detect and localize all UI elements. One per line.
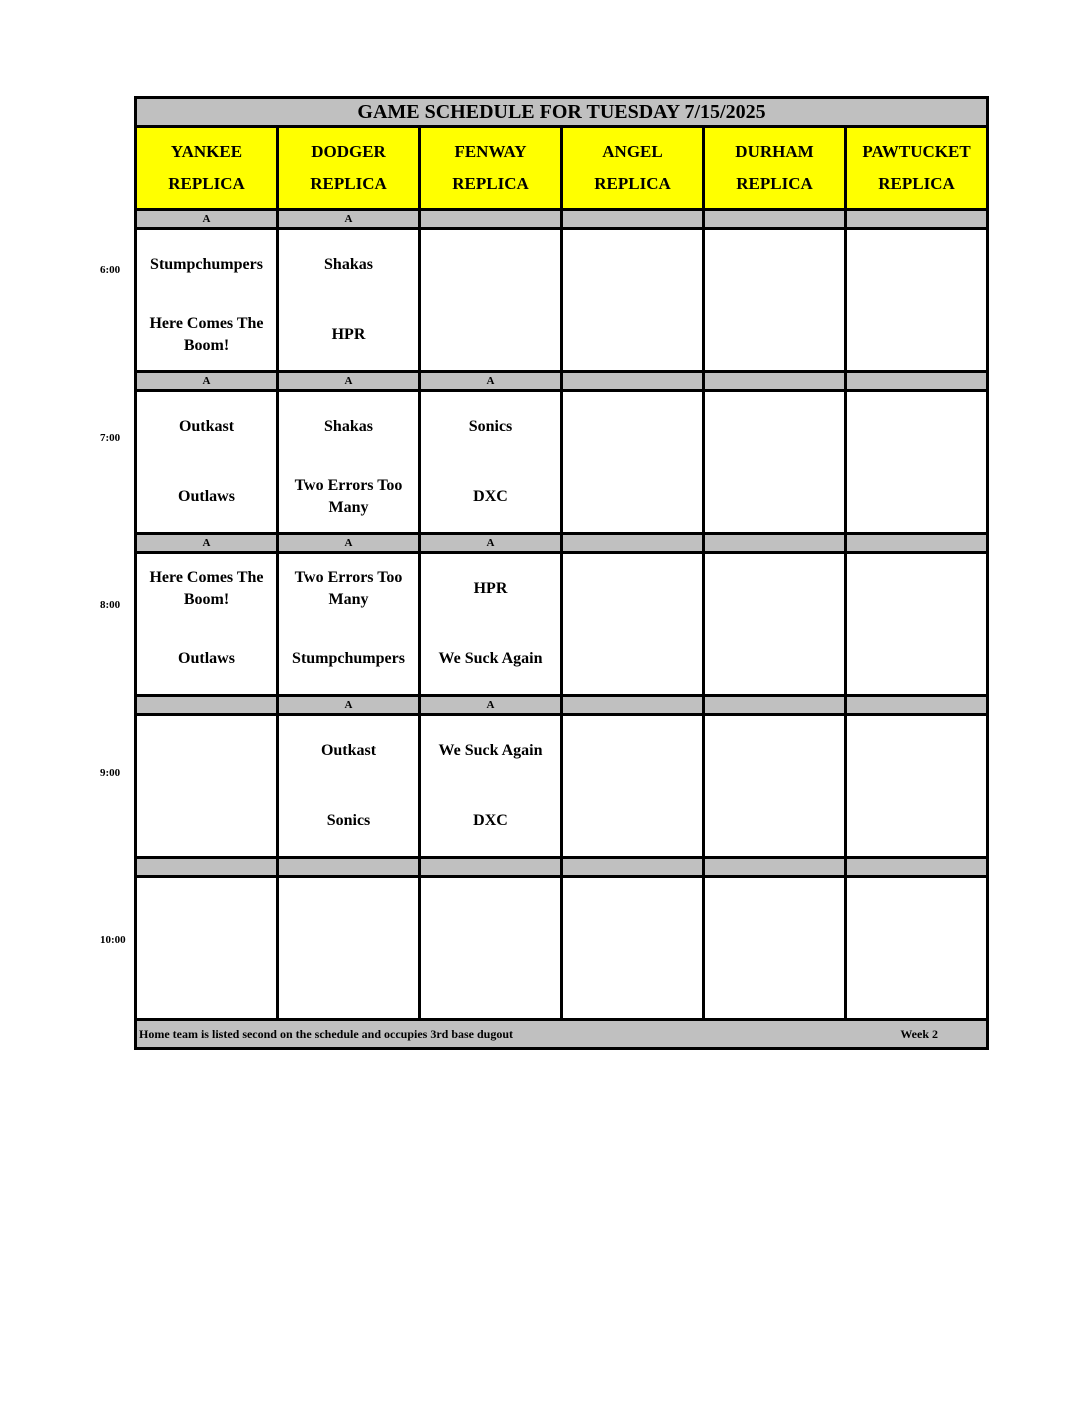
game-cell: [704, 715, 846, 858]
away-team: [847, 230, 986, 300]
slot-marker: A: [136, 372, 278, 391]
away-team: [705, 554, 844, 624]
game-cell: [562, 391, 704, 534]
home-team: [563, 624, 702, 694]
slot-bar: [136, 534, 988, 553]
game-cell: [562, 877, 704, 1020]
away-team: [847, 554, 986, 624]
slot-marker: A: [278, 210, 420, 229]
away-team: [847, 716, 986, 786]
slot-marker: [704, 858, 846, 877]
field-header: [420, 127, 562, 210]
slot-marker: [420, 858, 562, 877]
slot-marker: [704, 696, 846, 715]
game-cell: [420, 391, 562, 534]
game-cell: [278, 391, 420, 534]
home-team: DXC: [473, 812, 508, 829]
field-sub: REPLICA: [594, 174, 671, 193]
away-team: [563, 554, 702, 624]
field-name: DODGER: [311, 142, 386, 161]
slot-marker: [562, 696, 704, 715]
game-cell: [278, 553, 420, 696]
home-team: DXC: [473, 488, 508, 505]
field-sub: REPLICA: [310, 174, 387, 193]
game-cell: [136, 391, 278, 534]
game-row: [136, 229, 988, 372]
home-team: [137, 786, 276, 856]
home-team: [279, 948, 418, 1018]
slot-marker: [846, 858, 988, 877]
home-team: [137, 948, 276, 1018]
schedule-title: GAME SCHEDULE FOR TUESDAY 7/15/2025: [136, 98, 988, 127]
footer-inner: [137, 1027, 986, 1042]
away-team: Shakas: [324, 418, 373, 435]
slot-bar: [136, 696, 988, 715]
slot-marker: A: [136, 210, 278, 229]
time-label: 8:00: [100, 599, 121, 611]
away-team: [847, 878, 986, 948]
footer-note: Home team is listed second on the schedule and occupies 3rd base dugout: [139, 1026, 514, 1041]
game-cell: [562, 715, 704, 858]
game-cell: [420, 877, 562, 1020]
away-team: [705, 230, 844, 300]
game-row: [136, 715, 988, 858]
slot-marker: [704, 372, 846, 391]
away-team: [421, 230, 560, 300]
field-name: DURHAM: [735, 142, 814, 161]
away-team: Outkast: [178, 418, 235, 435]
home-team: Here Comes The Boom!: [149, 315, 264, 354]
home-team: [705, 462, 844, 532]
home-team: We Suck Again: [438, 650, 543, 667]
away-team: Here Comes The Boom!: [149, 569, 264, 608]
away-team: [421, 878, 560, 948]
game-cell: [136, 877, 278, 1020]
game-cell: [704, 229, 846, 372]
away-team: Sonics: [468, 418, 513, 435]
home-team: Outlaws: [178, 650, 235, 667]
slot-bar: [136, 858, 988, 877]
away-team: [137, 716, 276, 786]
game-cell: [420, 229, 562, 372]
field-name: ANGEL: [602, 142, 663, 161]
game-cell: [562, 229, 704, 372]
game-cell: [562, 553, 704, 696]
field-header-row: [136, 127, 988, 210]
slot-marker: [562, 372, 704, 391]
footer-row: [136, 1020, 988, 1049]
home-team: Two Errors Too Many: [294, 477, 403, 516]
slot-marker: [846, 696, 988, 715]
slot-marker: [420, 210, 562, 229]
slot-marker: A: [420, 696, 562, 715]
game-cell: [278, 229, 420, 372]
home-team: [847, 462, 986, 532]
game-cell: [420, 715, 562, 858]
slot-marker: A: [278, 372, 420, 391]
game-cell: [846, 553, 988, 696]
schedule-table: [134, 96, 989, 1050]
game-row: [136, 553, 988, 696]
slot-bar: [136, 372, 988, 391]
slot-marker: [704, 534, 846, 553]
away-team: [563, 230, 702, 300]
game-cell: [704, 877, 846, 1020]
slot-marker: A: [278, 696, 420, 715]
away-team: [847, 392, 986, 462]
slot-marker: [562, 210, 704, 229]
away-team: We Suck Again: [438, 742, 543, 759]
slot-marker: [136, 696, 278, 715]
away-team: [137, 878, 276, 948]
slot-marker: [562, 534, 704, 553]
time-label: 7:00: [100, 431, 121, 444]
home-team: [563, 300, 702, 370]
home-team: [847, 624, 986, 694]
home-team: Stumpchumpers: [292, 650, 405, 667]
field-name: PAWTUCKET: [862, 142, 971, 161]
slot-marker: [846, 372, 988, 391]
slot-marker: A: [278, 534, 420, 553]
game-cell: [846, 229, 988, 372]
game-cell: [704, 391, 846, 534]
away-team: [705, 716, 844, 786]
slot-marker: [562, 858, 704, 877]
field-header: [704, 127, 846, 210]
away-team: HPR: [473, 580, 508, 597]
home-team: [705, 786, 844, 856]
field-name: FENWAY: [454, 142, 527, 161]
home-team: [705, 948, 844, 1018]
game-cell: [846, 877, 988, 1020]
home-team: Sonics: [326, 812, 371, 829]
time-label: 10:00: [100, 934, 126, 946]
game-cell: [846, 715, 988, 858]
slot-marker: A: [420, 372, 562, 391]
game-row: [136, 877, 988, 1020]
footer-cell: [136, 1020, 988, 1049]
time-label: 9:00: [100, 766, 121, 779]
home-team: [705, 624, 844, 694]
game-cell: [846, 391, 988, 534]
field-header: [278, 127, 420, 210]
time-label: 6:00: [100, 264, 121, 276]
field-sub: REPLICA: [878, 174, 955, 193]
game-cell: [136, 553, 278, 696]
slot-marker: [704, 210, 846, 229]
home-team: [705, 300, 844, 370]
schedule-body: [136, 98, 988, 1049]
slot-marker: A: [420, 534, 562, 553]
game-cell: [136, 715, 278, 858]
slot-marker: [846, 534, 988, 553]
away-team: [279, 878, 418, 948]
game-cell: [278, 715, 420, 858]
home-team: [847, 300, 986, 370]
field-header: [136, 127, 278, 210]
slot-bar: [136, 210, 988, 229]
game-cell: [136, 229, 278, 372]
away-team: Two Errors Too Many: [294, 569, 403, 608]
game-cell: [704, 553, 846, 696]
home-team: HPR: [331, 326, 366, 343]
field-sub: REPLICA: [452, 174, 529, 193]
away-team: [705, 878, 844, 948]
game-cell: [278, 877, 420, 1020]
slot-marker: A: [136, 534, 278, 553]
slot-marker: [136, 858, 278, 877]
field-name: YANKEE: [170, 142, 243, 161]
field-header: [846, 127, 988, 210]
home-team: [421, 948, 560, 1018]
away-team: Outkast: [320, 742, 377, 759]
slot-marker: [846, 210, 988, 229]
home-team: [563, 462, 702, 532]
away-team: [705, 392, 844, 462]
home-team: [563, 786, 702, 856]
away-team: Stumpchumpers: [150, 256, 263, 273]
slot-marker: [278, 858, 420, 877]
home-team: [563, 948, 702, 1018]
week-label: Week 2: [900, 1026, 938, 1041]
title-row: [136, 98, 988, 127]
field-sub: REPLICA: [168, 174, 245, 193]
game-row: [136, 391, 988, 534]
game-cell: [420, 553, 562, 696]
home-team: [421, 300, 560, 370]
away-team: Shakas: [324, 256, 373, 273]
away-team: [563, 878, 702, 948]
home-team: [847, 786, 986, 856]
away-team: [563, 716, 702, 786]
home-team: Outlaws: [178, 488, 235, 505]
field-sub: REPLICA: [736, 174, 813, 193]
away-team: [563, 392, 702, 462]
field-header: [562, 127, 704, 210]
home-team: [847, 948, 986, 1018]
